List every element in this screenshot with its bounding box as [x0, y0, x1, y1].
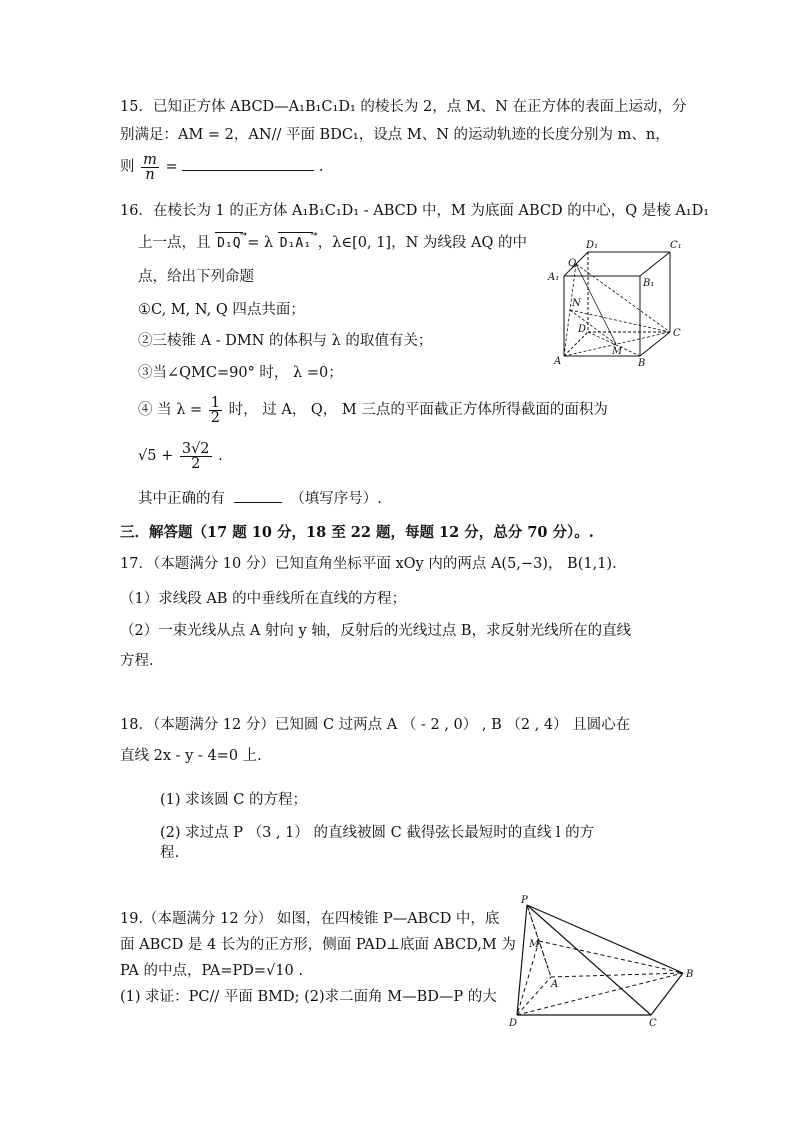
q16-p4-den: 2 — [210, 409, 221, 426]
q15-frac-den: n — [145, 166, 155, 183]
pyramid-label-p: P — [521, 895, 528, 906]
pyramid-label-a: A — [551, 979, 559, 990]
q16-prop-1: ①C, M, N, Q 四点共面； — [138, 302, 305, 318]
q16-prop-4 — [138, 394, 608, 426]
q16-l2-c: ，λ∈[0, 1]，N 为线段 AQ 的中 — [317, 235, 527, 251]
q16-line-2 — [138, 232, 527, 255]
q16-area-end: . — [218, 448, 223, 464]
q16-line-1: 16．在棱长为 1 的正方体 A₁B₁C₁D₁ - ABCD 中，M 为底面 ABCD 的中心，Q 是棱 A₁D₁ — [120, 203, 710, 219]
q19-line-3: PA 的中点，PA=PD=√10 . — [120, 963, 303, 979]
q18-line-5: 程. — [160, 845, 180, 861]
q16-p4-num: 1 — [210, 394, 221, 411]
q15-fraction — [141, 153, 159, 182]
q16-area-fraction — [180, 442, 212, 471]
q16-vector-d1a1: D₁A₁ → — [278, 232, 313, 255]
pyramid-label-b: B — [686, 969, 694, 980]
q17-line-3: （2）一束光线从点 A 射向 y 轴，反射后的光线过点 B，求反射光线所在的直线 — [120, 623, 632, 639]
cube-label-b: B — [638, 358, 646, 368]
cube-label-m: M — [612, 346, 623, 357]
q17-line-1: 17．（本题满分 10 分）已知直角坐标平面 xOy 内的两点 A(5,−3)， B(1,1). — [120, 556, 617, 572]
q16-prop-3: ③当∠QMC=90° 时， λ =0； — [138, 365, 343, 381]
pyramid-label-m: M — [529, 939, 540, 950]
q16-p4-b: 时， 过 A， Q， M 三点的平面截正方体所得截面的面积为 — [228, 402, 608, 418]
q19-line-4: (1) 求证：PC// 平面 BMD; (2)求二面角 M—BD—P 的大 — [120, 989, 497, 1005]
cube-label-a: A — [554, 356, 562, 367]
q15-end: . — [318, 159, 324, 175]
cube-label-n: N — [572, 298, 581, 309]
q15-line-2: 别满足：AM = 2，AN// 平面 BDC₁，设点 M、N 的运动轨迹的长度分别为 m、n， — [120, 127, 670, 143]
q15-prefix: 则 — [120, 159, 135, 175]
q17-line-2: （1）求线段 AB 的中垂线所在直线的方程； — [120, 591, 407, 607]
q16-area-line — [138, 440, 223, 472]
q18-line-1: 18．（本题满分 12 分）已知圆 C 过两点 A （ - 2 , 0） , B （2 , 4） 且圆心在 — [120, 717, 631, 733]
q16-answer-line — [138, 488, 382, 510]
q19-line-1: 19.（本题满分 12 分） 如图，在四棱锥 P—ABCD 中，底 — [120, 911, 500, 927]
cube-label-b1: B₁ — [643, 278, 655, 289]
q16-answer-blank[interactable] — [234, 502, 282, 503]
q16-area-den: 2 — [191, 455, 201, 472]
pyramid-figure — [505, 893, 705, 1031]
cube-label-a1: A₁ — [548, 272, 560, 283]
q19-line-2: 面 ABCD 是 4 长为的正方形，侧面 PAD⊥底面 ABCD,M 为 — [120, 937, 516, 953]
cube-label-c1: C₁ — [670, 240, 682, 251]
q16-area-num: 3√2 — [181, 440, 210, 457]
pyramid-label-d: D — [509, 1018, 518, 1029]
cube-label-q: Q — [568, 258, 577, 269]
q18-line-2: 直线 2x - y - 4=0 上. — [120, 748, 262, 764]
q16-prop-2: ②三棱锥 A - DMN 的体积与 λ 的取值有关； — [138, 333, 433, 349]
q16-area-a: √5 + — [138, 448, 174, 464]
q16-vector-d1q: D₁Q → — [215, 232, 242, 255]
q15-line-3 — [120, 152, 323, 182]
q16-line-3: 点，给出下列命题 — [138, 269, 254, 285]
q15-line-1: 15．已知正方体 ABCD—A₁B₁C₁D₁ 的棱长为 2，点 M、N 在正方体的表面上运动，分 — [120, 99, 687, 115]
cube-label-c: C — [673, 328, 681, 339]
q15-answer-blank[interactable] — [182, 170, 314, 171]
q18-line-4: (2) 求过点 P （3 , 1） 的直线被圆 C 截得弦长最短时的直线 l 的方 — [160, 825, 595, 841]
q18-line-3: (1) 求该圆 C 的方程； — [160, 792, 307, 808]
q17-line-4: 方程. — [120, 653, 154, 669]
q16-l2-b: = λ — [247, 235, 274, 251]
q16-p4-fraction — [209, 396, 222, 425]
q16-answer-label: 其中正确的有 — [138, 491, 225, 507]
cube-label-d1: D₁ — [586, 240, 599, 251]
cube-label-d: D — [578, 324, 587, 335]
cube-figure — [540, 236, 690, 368]
pyramid-label-c: C — [649, 1018, 657, 1029]
q16-answer-end: （填写序号）. — [290, 491, 382, 507]
q15-frac-num: m — [143, 151, 157, 168]
section-3-header: 三．解答题（17 题 10 分，18 至 22 题，每题 12 分，总分 70 分）。. — [120, 524, 594, 541]
q16-p4-a: ④ 当 λ = — [138, 402, 203, 418]
q15-equals: = — [165, 159, 178, 175]
q16-l2-a: 上一点，且 — [138, 235, 211, 251]
